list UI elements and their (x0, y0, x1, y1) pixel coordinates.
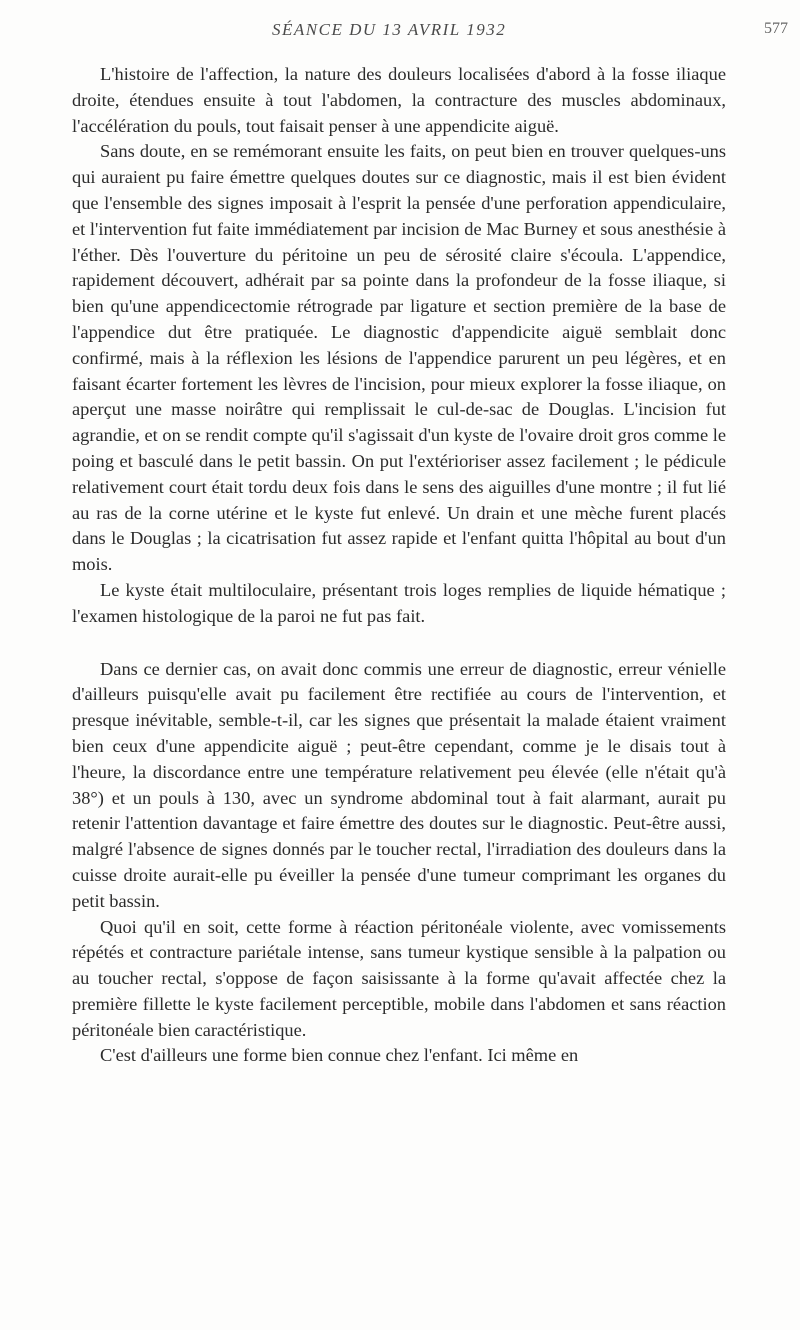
paragraph: C'est d'ailleurs une forme bien connue chez l'enfant. Ici même en (100, 1045, 579, 1066)
paragraph: L'histoire de l'affection, la nature des douleurs localisées d'abord à la fosse iliaque droite, étendues ensuite à tout l'abdomen, la contracture des muscles abdominaux, l'accélération du pouls, tout faisait penser à une appendicite aiguë. (72, 64, 726, 136)
article-body (72, 62, 726, 1069)
running-title: SÉANCE DU 13 AVRIL 1932 (272, 20, 507, 39)
paragraph: Sans doute, en se remémorant ensuite les faits, on peut bien en trouver quelques-uns qui auraient pu faire émettre quelques doutes sur ce diagnostic, mais il est bien évident que l'ensemble des signes imposait à l'esprit la pensée d'une perforation appendiculaire, et l'intervention fut faite immédiatement par incision de Mac Burney et sous anesthésie à l'éther. Dès l'ouverture du péritoine un peu de sérosité claire s'écoula. L'appendice, rapidement découvert, adhérait par sa pointe dans la profondeur de la fosse iliaque, si bien qu'une appendicectomie rétrograde par ligature et section première de la base de l'appendice dut être pratiquée. Le diagnostic d'appendicite aiguë semblait donc confirmé, mais à la réflexion les lésions de l'appendice parurent un peu légères, et en faisant écarter fortement les lèvres de l'incision, pour mieux explorer la fosse iliaque, on aperçut une masse noirâtre qui remplissait le cul-de-sac de Douglas. L'incision fut agrandie, et on se rendit compte qu'il s'agissait d'un kyste de l'ovaire droit gros comme le poing et basculé dans le petit bassin. On put l'extérioriser assez facilement ; le pédicule relativement court était tordu deux fois dans le sens des aiguilles d'une montre ; il fut lié au ras de la corne utérine et le kyste fut enlevé. Un drain et une mèche furent placés dans le Douglas ; la cicatrisation fut assez rapide et l'enfant quitta l'hôpital au bout d'un mois. (72, 141, 726, 575)
paragraph: Le kyste était multiloculaire, présentant trois loges remplies de liquide hématique ; l'examen histologique de la paroi ne fut pas fait. (72, 579, 726, 626)
section-gap (72, 630, 726, 657)
paragraph: Quoi qu'il en soit, cette forme à réaction péritonéale violente, avec vomissements répétés et contracture pariétale intense, sans tumeur kystique sensible à la palpation ou au toucher rectal, s'oppose de façon saisissante à la forme qu'avait affectée chez la première fillette le kyste facilement perceptible, mobile dans l'abdomen et sans réaction péritonéale bien caractéristique. (72, 916, 726, 1040)
page-number: 577 (764, 20, 788, 37)
running-head (0, 20, 800, 44)
paragraph: Dans ce dernier cas, on avait donc commis une erreur de diagnostic, erreur vénielle d'ailleurs puisqu'elle avait pu facilement être rectifiée au cours de l'intervention, et presque inévitable, semble-t-il, car les signes que présentait la malade étaient vraiment bien ceux d'une appendicite aiguë ; peut-être cependant, comme je le disais tout à l'heure, la discordance entre une température relativement peu élevée (elle n'était qu'à 38°) et un pouls à 130, avec un syndrome abdominal tout à fait alarmant, aurait pu retenir l'attention davantage et faire émettre des doutes sur le diagnostic. Peut-être aussi, malgré l'absence de signes donnés par le toucher rectal, l'irradiation des douleurs dans la cuisse droite aurait-elle pu éveiller la pensée d'une tumeur comprimant les organes du petit bassin. (72, 658, 726, 911)
